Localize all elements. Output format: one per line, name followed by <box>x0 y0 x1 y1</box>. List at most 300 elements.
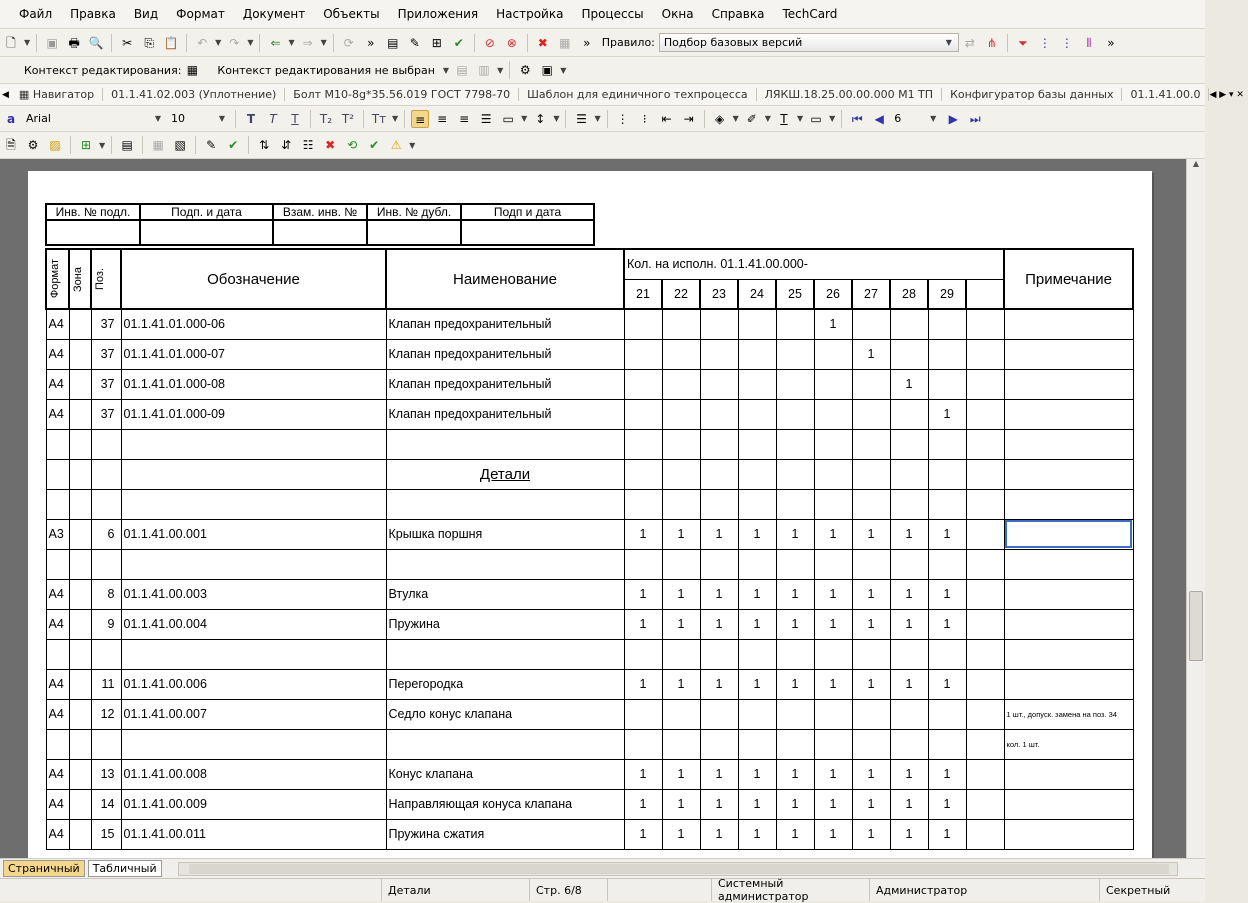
cell-qty-extra[interactable] <box>966 579 1004 609</box>
menu-item[interactable]: Объекты <box>323 7 380 21</box>
cell-zone[interactable] <box>69 669 91 699</box>
table-row[interactable] <box>46 789 1133 819</box>
cell-note[interactable] <box>1004 819 1133 849</box>
check-rows-icon[interactable]: ✔ <box>369 138 380 152</box>
table-row[interactable] <box>46 669 1133 699</box>
cell-qty[interactable] <box>662 729 700 759</box>
cell-qty-extra[interactable] <box>966 789 1004 819</box>
vertical-scrollbar[interactable] <box>1186 159 1205 858</box>
cell-qty[interactable] <box>928 429 966 459</box>
properties-icon[interactable]: ▤ <box>387 35 399 50</box>
table-edit-icon[interactable]: ▧ <box>174 138 186 152</box>
cell-name[interactable]: Седло конус клапана <box>386 699 624 729</box>
context-list-icon[interactable]: ▥ <box>478 63 490 77</box>
menu-item[interactable]: Правка <box>70 7 116 21</box>
cell-qty[interactable] <box>814 429 852 459</box>
cell-pos[interactable]: 37 <box>91 369 121 399</box>
cell-qty[interactable]: 1 <box>700 579 738 609</box>
cell-zone[interactable] <box>69 789 91 819</box>
cell-qty[interactable] <box>776 339 814 369</box>
cell-qty[interactable] <box>662 489 700 519</box>
table-row[interactable] <box>46 759 1133 789</box>
cell-qty[interactable]: 1 <box>814 789 852 819</box>
cell-qty[interactable] <box>624 549 662 579</box>
cell-qty[interactable] <box>890 639 928 669</box>
tabs-nav-icon[interactable]: ◀ ▶ ▾ ✕ <box>1209 89 1244 100</box>
cell-qty[interactable] <box>776 399 814 429</box>
tab-table-view[interactable]: Табличный <box>88 860 162 877</box>
document-tab[interactable] <box>942 88 1122 101</box>
table-row[interactable] <box>46 429 1133 459</box>
table-row[interactable] <box>46 369 1133 399</box>
cell-qty[interactable]: 1 <box>814 579 852 609</box>
list-rows-icon[interactable]: ☷ <box>302 138 314 152</box>
cell-qty[interactable]: 1 <box>928 579 966 609</box>
cut-icon[interactable]: ✂ <box>122 35 133 50</box>
cell-qty[interactable]: 1 <box>700 789 738 819</box>
cell-qty[interactable] <box>852 699 890 729</box>
cell-qty[interactable] <box>814 699 852 729</box>
align-center-icon[interactable]: ≡ <box>437 111 448 126</box>
cell-qty[interactable] <box>776 639 814 669</box>
cell-qty[interactable]: 1 <box>814 309 852 339</box>
cell-format[interactable]: А4 <box>46 699 69 729</box>
cell-qty[interactable] <box>852 459 890 489</box>
cell-name[interactable]: Направляющая конуса клапана <box>386 789 624 819</box>
cell-format[interactable]: А4 <box>46 579 69 609</box>
cell-format[interactable] <box>46 549 69 579</box>
cell-zone[interactable] <box>69 639 91 669</box>
menu-item[interactable]: TechCard <box>782 7 838 21</box>
table-row[interactable] <box>46 399 1133 429</box>
cell-qty[interactable] <box>700 639 738 669</box>
cell-note[interactable] <box>1004 429 1133 459</box>
highlight-icon[interactable]: ✐ <box>746 111 757 126</box>
cell-qty-extra[interactable] <box>966 429 1004 459</box>
cell-qty[interactable] <box>700 339 738 369</box>
cell-qty-extra[interactable] <box>966 609 1004 639</box>
cell-qty[interactable] <box>928 339 966 369</box>
cell-qty[interactable]: 1 <box>738 819 776 849</box>
cell-qty[interactable] <box>890 729 928 759</box>
cell-qty[interactable] <box>814 549 852 579</box>
cell-qty[interactable] <box>814 339 852 369</box>
cell-qty[interactable]: 1 <box>890 609 928 639</box>
cell-qty[interactable]: 1 <box>852 759 890 789</box>
undo-icon[interactable]: ↶ <box>197 35 208 50</box>
cell-note[interactable] <box>1004 489 1133 519</box>
cell-qty[interactable] <box>662 399 700 429</box>
new-document-icon[interactable]: 🗋 <box>6 35 16 50</box>
cell-qty[interactable] <box>776 699 814 729</box>
cell-note[interactable] <box>1004 549 1133 579</box>
unlock-icon[interactable]: ⊗ <box>506 35 517 50</box>
cell-pos[interactable]: 8 <box>91 579 121 609</box>
italic-icon[interactable]: T <box>269 111 277 126</box>
insert-icon[interactable]: ⇐ <box>270 35 281 50</box>
page-select[interactable]: 6 ▼ <box>894 112 937 125</box>
cell-qty[interactable] <box>776 369 814 399</box>
paragraph-icon[interactable]: ▭ <box>502 111 514 126</box>
menu-item[interactable]: Файл <box>19 7 53 21</box>
cell-qty[interactable] <box>814 369 852 399</box>
cell-qty[interactable]: 1 <box>890 519 928 549</box>
context-icon[interactable]: ▦ <box>186 63 199 77</box>
cell-qty[interactable] <box>738 399 776 429</box>
cell-name[interactable]: Пружина <box>386 609 624 639</box>
add-object-icon[interactable]: ⊞ <box>431 35 442 50</box>
cell-pos[interactable] <box>91 429 121 459</box>
cell-qty[interactable]: 1 <box>852 819 890 849</box>
cell-qty[interactable] <box>624 339 662 369</box>
cell-qty-extra[interactable] <box>966 489 1004 519</box>
cell-note[interactable] <box>1004 519 1133 549</box>
cell-qty[interactable] <box>890 309 928 339</box>
tabs-left-icon[interactable]: ◀ <box>2 89 9 100</box>
cell-qty-extra[interactable] <box>966 369 1004 399</box>
tab-page-view[interactable]: Страничный <box>3 860 85 877</box>
cell-qty[interactable] <box>662 309 700 339</box>
cell-zone[interactable] <box>69 489 91 519</box>
cell-qty[interactable]: 1 <box>814 519 852 549</box>
cell-qty[interactable] <box>852 489 890 519</box>
cell-qty[interactable] <box>890 459 928 489</box>
bold-icon[interactable]: T <box>246 111 256 126</box>
cell-note[interactable] <box>1004 579 1133 609</box>
cell-qty[interactable] <box>662 639 700 669</box>
cell-qty-extra[interactable] <box>966 309 1004 339</box>
cell-qty[interactable] <box>662 459 700 489</box>
doc-props-icon[interactable]: 🗎 <box>6 138 16 152</box>
cell-qty[interactable]: 1 <box>928 669 966 699</box>
cell-qty[interactable]: 1 <box>928 819 966 849</box>
cell-name[interactable] <box>386 429 624 459</box>
table-row[interactable] <box>46 609 1133 639</box>
table-row[interactable] <box>46 519 1133 549</box>
line-spacing-icon[interactable]: ☰ <box>576 111 587 126</box>
cell-format[interactable]: А4 <box>46 789 69 819</box>
cell-note[interactable] <box>1004 789 1133 819</box>
cell-qty[interactable] <box>890 699 928 729</box>
cell-qty[interactable]: 1 <box>852 669 890 699</box>
cell-qty[interactable] <box>928 459 966 489</box>
cell-qty[interactable] <box>928 639 966 669</box>
cell-qty[interactable] <box>624 489 662 519</box>
cell-qty[interactable]: 1 <box>700 669 738 699</box>
numbered-list-icon[interactable]: ⋮ <box>616 111 629 126</box>
cell-qty[interactable] <box>700 429 738 459</box>
cell-qty-extra[interactable] <box>966 699 1004 729</box>
cell-name[interactable]: Клапан предохранительный <box>386 309 624 339</box>
cell-zone[interactable] <box>69 729 91 759</box>
lock-icon[interactable]: ⊘ <box>484 35 495 50</box>
cell-qty[interactable] <box>662 699 700 729</box>
table-row[interactable] <box>46 549 1133 579</box>
cell-qty[interactable] <box>624 699 662 729</box>
cell-zone[interactable] <box>69 339 91 369</box>
cell-qty[interactable] <box>738 369 776 399</box>
cell-qty[interactable]: 1 <box>738 669 776 699</box>
cell-qty[interactable]: 1 <box>776 669 814 699</box>
approve-icon[interactable]: ✔ <box>453 35 464 50</box>
cell-designation[interactable]: 01.1.41.01.000-06 <box>121 309 386 339</box>
first-page-icon[interactable]: ⏮ <box>851 111 863 126</box>
cell-qty[interactable]: 1 <box>852 579 890 609</box>
stamp-cell[interactable] <box>46 220 140 245</box>
cell-designation[interactable] <box>121 459 386 489</box>
document-tab[interactable] <box>519 88 756 101</box>
cell-pos[interactable]: 9 <box>91 609 121 639</box>
context-edit-icon[interactable]: ▤ <box>456 63 468 77</box>
cell-designation[interactable] <box>121 429 386 459</box>
paste-icon[interactable]: 📋 <box>163 35 179 50</box>
table-row[interactable] <box>46 309 1133 339</box>
cell-qty[interactable]: 1 <box>662 759 700 789</box>
cell-zone[interactable] <box>69 579 91 609</box>
last-page-icon[interactable]: ⏭ <box>969 111 981 126</box>
compare-icon[interactable]: ⦀ <box>1086 35 1092 50</box>
cell-name[interactable]: Крышка поршня <box>386 519 624 549</box>
cell-qty[interactable] <box>890 549 928 579</box>
text-case-icon[interactable]: Tт <box>371 111 387 126</box>
cell-qty[interactable]: 1 <box>776 789 814 819</box>
sort-icon[interactable]: ⇅ <box>259 138 270 152</box>
cell-qty[interactable]: 1 <box>624 519 662 549</box>
cell-qty[interactable] <box>624 729 662 759</box>
cell-zone[interactable] <box>69 399 91 429</box>
cell-qty[interactable]: 1 <box>814 759 852 789</box>
cell-name[interactable] <box>386 639 624 669</box>
indent-icon[interactable]: ⇥ <box>683 111 694 126</box>
cell-qty[interactable] <box>662 549 700 579</box>
cell-note[interactable] <box>1004 339 1133 369</box>
cell-pos[interactable] <box>91 639 121 669</box>
cell-zone[interactable] <box>69 609 91 639</box>
cell-qty[interactable]: 1 <box>928 759 966 789</box>
fill-color-icon[interactable]: ◈ <box>715 111 725 126</box>
cell-qty[interactable]: 1 <box>852 609 890 639</box>
more-icon-2[interactable]: » <box>583 35 591 50</box>
cell-name[interactable] <box>386 489 624 519</box>
cell-designation[interactable]: 01.1.41.01.000-09 <box>121 399 386 429</box>
cell-qty[interactable] <box>776 729 814 759</box>
cell-qty[interactable] <box>700 489 738 519</box>
cell-pos[interactable] <box>91 489 121 519</box>
cell-qty[interactable] <box>662 429 700 459</box>
cell-qty[interactable]: 1 <box>890 759 928 789</box>
menu-item[interactable]: Приложения <box>397 7 479 21</box>
cell-qty[interactable] <box>624 399 662 429</box>
cell-name[interactable]: Клапан предохранительный <box>386 369 624 399</box>
cell-qty[interactable]: 1 <box>852 339 890 369</box>
cell-qty-extra[interactable] <box>966 669 1004 699</box>
cell-name[interactable]: Конус клапана <box>386 759 624 789</box>
align-left-icon[interactable]: ≡ <box>411 110 429 128</box>
cell-qty[interactable]: 1 <box>928 399 966 429</box>
menu-item[interactable]: Вид <box>133 7 159 21</box>
cell-name[interactable]: Клапан предохранительный <box>386 399 624 429</box>
cell-note[interactable] <box>1004 639 1133 669</box>
table-row[interactable] <box>46 339 1133 369</box>
cell-designation[interactable]: 01.1.41.01.000-08 <box>121 369 386 399</box>
cell-qty[interactable] <box>662 339 700 369</box>
add-row-icon[interactable]: ⊞ <box>80 138 92 152</box>
cell-qty-extra[interactable] <box>966 729 1004 759</box>
vertical-scroll-thumb[interactable] <box>1189 591 1203 661</box>
cell-qty[interactable] <box>738 549 776 579</box>
cell-format[interactable] <box>46 459 69 489</box>
rule-select[interactable]: Подбор базовых версий ▼ <box>659 33 959 52</box>
subscript-icon[interactable]: T₂ <box>319 111 333 126</box>
font-color-icon[interactable]: T <box>780 111 788 126</box>
warning-icon[interactable]: ⚠ <box>390 138 402 152</box>
outdent-icon[interactable]: ⇤ <box>661 111 672 126</box>
cell-qty[interactable] <box>738 459 776 489</box>
cell-qty[interactable] <box>814 459 852 489</box>
cell-qty[interactable] <box>814 639 852 669</box>
cell-qty[interactable]: 1 <box>738 789 776 819</box>
cell-qty[interactable]: 1 <box>624 669 662 699</box>
cell-qty[interactable]: 1 <box>776 519 814 549</box>
menu-item[interactable]: Окна <box>661 7 694 21</box>
superscript-icon[interactable]: T² <box>341 111 355 126</box>
cell-qty[interactable] <box>852 369 890 399</box>
delete-rows-icon[interactable]: ✖ <box>325 138 336 152</box>
cell-qty[interactable] <box>928 729 966 759</box>
document-tab[interactable] <box>285 88 519 101</box>
cell-note[interactable] <box>1004 759 1133 789</box>
cell-format[interactable]: А4 <box>46 339 69 369</box>
cell-qty[interactable]: 1 <box>700 519 738 549</box>
cell-format[interactable] <box>46 639 69 669</box>
cell-note[interactable]: кол. 1 шт. <box>1004 729 1133 759</box>
cell-qty[interactable]: 1 <box>662 519 700 549</box>
bullet-list-icon[interactable]: ⁝ <box>642 111 647 126</box>
cell-qty[interactable]: 1 <box>738 609 776 639</box>
cell-qty[interactable] <box>776 489 814 519</box>
cell-pos[interactable]: 12 <box>91 699 121 729</box>
cell-qty[interactable] <box>814 399 852 429</box>
context-table-icon[interactable]: ▣ <box>541 63 553 77</box>
document-tab[interactable] <box>11 88 103 101</box>
cell-designation[interactable]: 01.1.41.00.004 <box>121 609 386 639</box>
cell-format[interactable]: А4 <box>46 399 69 429</box>
table-row[interactable] <box>46 459 1133 489</box>
rule-apply-icon[interactable]: ⇄ <box>964 35 975 50</box>
cell-note[interactable] <box>1004 669 1133 699</box>
cell-name[interactable]: Пружина сжатия <box>386 819 624 849</box>
cell-qty[interactable]: 1 <box>738 519 776 549</box>
menu-item[interactable]: Справка <box>711 7 765 21</box>
refresh-icon[interactable]: ⟳ <box>343 35 354 50</box>
cell-qty[interactable]: 1 <box>890 789 928 819</box>
cell-name[interactable]: Перегородка <box>386 669 624 699</box>
cell-designation[interactable]: 01.1.41.01.000-07 <box>121 339 386 369</box>
cell-qty[interactable] <box>890 339 928 369</box>
document-tab[interactable] <box>757 88 942 101</box>
cell-qty[interactable] <box>928 369 966 399</box>
cell-note[interactable] <box>1004 459 1133 489</box>
cell-qty[interactable] <box>624 459 662 489</box>
cell-qty[interactable]: 1 <box>700 819 738 849</box>
cell-qty[interactable] <box>890 429 928 459</box>
cell-name[interactable]: Втулка <box>386 579 624 609</box>
cell-pos[interactable]: 15 <box>91 819 121 849</box>
cell-qty[interactable] <box>700 549 738 579</box>
tree-icon[interactable]: ⋮ <box>1038 35 1051 50</box>
cell-qty[interactable] <box>852 309 890 339</box>
cell-qty[interactable] <box>738 699 776 729</box>
cell-qty[interactable] <box>852 729 890 759</box>
cell-pos[interactable] <box>91 729 121 759</box>
font-icon[interactable]: a <box>6 111 16 126</box>
cell-qty[interactable] <box>928 309 966 339</box>
cell-designation[interactable]: 01.1.41.00.007 <box>121 699 386 729</box>
context-value[interactable]: Контекст редактирования не выбран <box>217 63 435 77</box>
cell-qty-extra[interactable] <box>966 759 1004 789</box>
cell-designation[interactable] <box>121 639 386 669</box>
cell-format[interactable] <box>46 489 69 519</box>
table-row[interactable] <box>46 699 1133 729</box>
cell-pos[interactable]: 11 <box>91 669 121 699</box>
cell-qty-extra[interactable] <box>966 639 1004 669</box>
cell-qty[interactable]: 1 <box>624 579 662 609</box>
stamp-cell[interactable] <box>273 220 367 245</box>
menu-item[interactable]: Формат <box>176 7 225 21</box>
cell-pos[interactable] <box>91 549 121 579</box>
section-title[interactable]: Детали <box>386 459 624 489</box>
cell-qty[interactable] <box>624 639 662 669</box>
cell-pos[interactable]: 6 <box>91 519 121 549</box>
cell-qty[interactable]: 1 <box>624 759 662 789</box>
cell-qty[interactable]: 1 <box>776 819 814 849</box>
cell-pos[interactable]: 37 <box>91 339 121 369</box>
cell-zone[interactable] <box>69 699 91 729</box>
cell-format[interactable]: А4 <box>46 819 69 849</box>
sort-alt-icon[interactable]: ⇵ <box>281 138 292 152</box>
cell-qty[interactable] <box>852 639 890 669</box>
cell-name[interactable] <box>386 549 624 579</box>
menu-item[interactable]: Настройка <box>496 7 564 21</box>
document-tab[interactable] <box>103 88 285 101</box>
cell-qty[interactable]: 1 <box>624 609 662 639</box>
copy-icon[interactable]: ⎘ <box>144 35 154 50</box>
cell-note[interactable] <box>1004 309 1133 339</box>
cell-qty[interactable] <box>776 429 814 459</box>
cell-qty[interactable] <box>814 729 852 759</box>
cell-designation[interactable]: 01.1.41.00.001 <box>121 519 386 549</box>
cell-designation[interactable]: 01.1.41.00.009 <box>121 789 386 819</box>
cell-zone[interactable] <box>69 549 91 579</box>
cell-qty[interactable] <box>928 699 966 729</box>
stamp-cell[interactable] <box>140 220 273 245</box>
cell-designation[interactable] <box>121 729 386 759</box>
export-icon[interactable]: ⇒ <box>302 35 313 50</box>
horizontal-scrollbar[interactable] <box>178 862 1178 876</box>
table-row[interactable] <box>46 639 1133 669</box>
cell-qty[interactable]: 1 <box>852 789 890 819</box>
cell-qty[interactable]: 1 <box>814 609 852 639</box>
cell-qty[interactable] <box>700 699 738 729</box>
cell-format[interactable]: А4 <box>46 309 69 339</box>
cell-note[interactable] <box>1004 399 1133 429</box>
cell-qty[interactable] <box>776 549 814 579</box>
table-row[interactable] <box>46 489 1133 519</box>
cell-qty[interactable]: 1 <box>662 579 700 609</box>
cell-designation[interactable] <box>121 489 386 519</box>
context-settings-icon[interactable]: ⚙ <box>519 63 531 77</box>
cell-qty[interactable] <box>700 399 738 429</box>
